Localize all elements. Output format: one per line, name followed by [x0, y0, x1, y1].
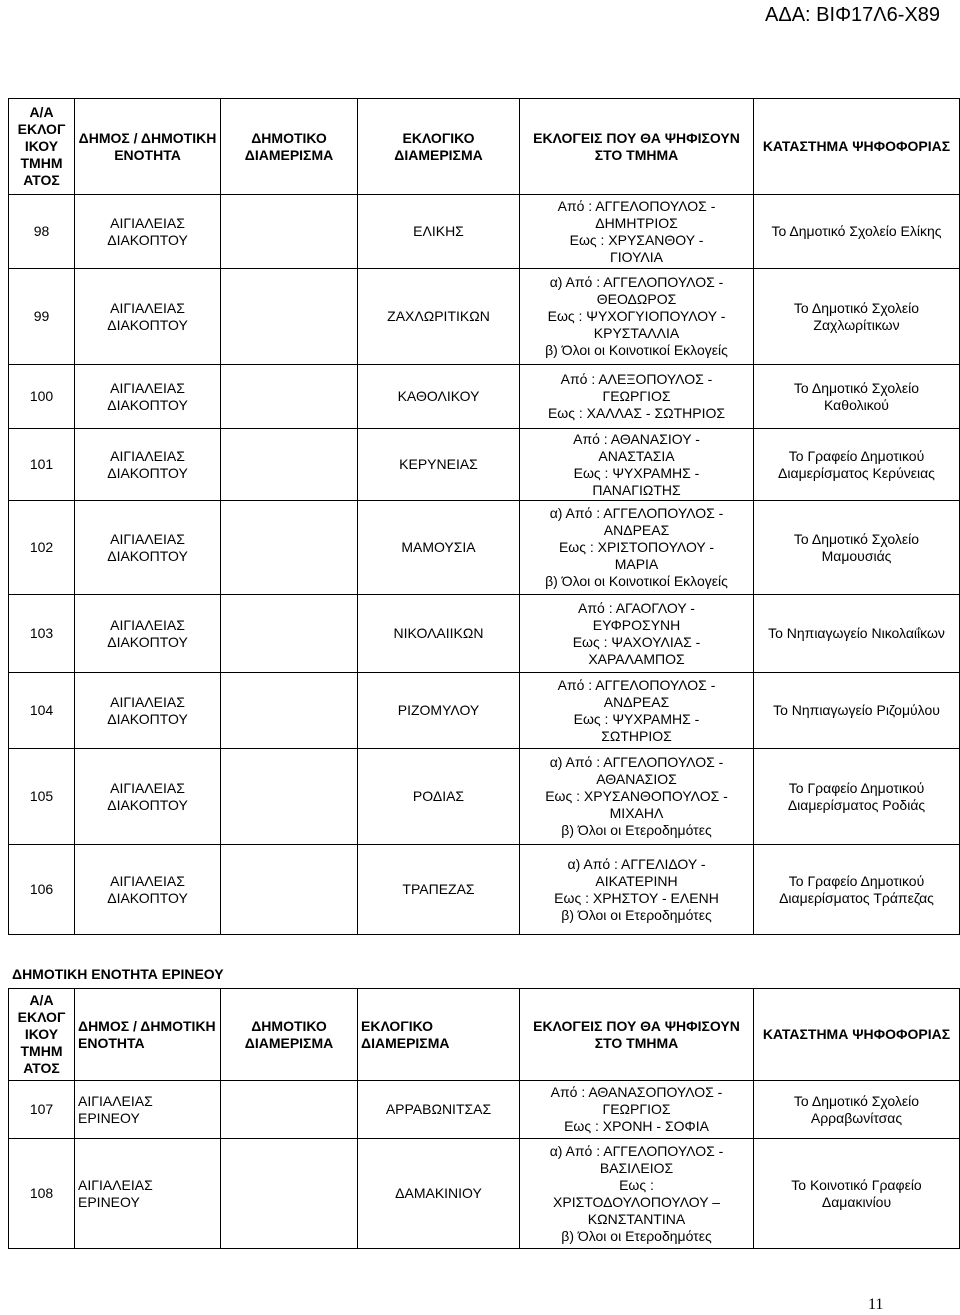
cell-dimotiko: [221, 595, 358, 673]
header-aa: Α/Α ΕΚΛΟΓ ΙΚΟΥ ΤΜΗΜ ΑΤΟΣ: [9, 989, 75, 1081]
table-row: [9, 845, 960, 935]
table-row: [9, 195, 960, 269]
cell-eklogiko: ΡΟΔΙΑΣ: [358, 749, 520, 845]
cell-ekloges: α) Από : ΑΓΓΕΛΟΠΟΥΛΟΣ - ΑΘΑΝΑΣΙΟΣ Εως : ΧΡΥΣΑΝΘΟΠΟΥΛΟΣ - ΜΙΧΑΗΛ β) Όλοι οι Ετεροδημότες: [520, 749, 754, 845]
cell-eklogiko: ΜΑΜΟΥΣΙΑ: [358, 501, 520, 595]
header-dimos: ΔΗΜΟΣ / ΔΗΜΟΤΙΚΗ ΕΝΟΤΗΤΑ: [75, 989, 221, 1081]
cell-eklogiko: ΚΕΡΥΝΕΙΑΣ: [358, 429, 520, 501]
table-row: [9, 673, 960, 749]
cell-ekloges: α) Από : ΑΓΓΕΛΟΠΟΥΛΟΣ - ΑΝΔΡΕΑΣ Εως : ΧΡΙΣΤΟΠΟΥΛΟΥ - ΜΑΡΙΑ β) Όλοι οι Κοινοτικοί Εκλογείς: [520, 501, 754, 595]
cell-katastima: Το Δημοτικό Σχολείο Μαμουσιάς: [754, 501, 960, 595]
header-dimotiko: ΔΗΜΟΤΙΚΟ ΔΙΑΜΕΡΙΣΜΑ: [221, 99, 358, 195]
header-ekloges: ΕΚΛΟΓΕΙΣ ΠΟΥ ΘΑ ΨΗΦΙΣΟΥΝ ΣΤΟ ΤΜΗΜΑ: [520, 989, 754, 1081]
cell-aa: 98: [9, 195, 75, 269]
table-row: [9, 269, 960, 365]
cell-eklogiko: ΖΑΧΛΩΡΙΤΙΚΩΝ: [358, 269, 520, 365]
cell-ekloges: α) Από : ΑΓΓΕΛΟΠΟΥΛΟΣ - ΒΑΣΙΛΕΙΟΣ Εως : ΧΡΙΣΤΟΔΟΥΛΟΠΟΥΛΟΥ – ΚΩΝΣΤΑΝΤΙΝΑ β) Όλοι οι Ετεροδημότες: [520, 1139, 754, 1249]
cell-dimos: ΑΙΓΙΑΛΕΙΑΣ ΕΡΙΝΕΟΥ: [75, 1139, 221, 1249]
cell-aa: 107: [9, 1081, 75, 1139]
cell-dimos: ΑΙΓΙΑΛΕΙΑΣ ΔΙΑΚΟΠΤΟΥ: [75, 673, 221, 749]
cell-dimotiko: [221, 1139, 358, 1249]
cell-katastima: Το Δημοτικό Σχολείο Καθολικού: [754, 365, 960, 429]
cell-katastima: Το Νηπιαγωγείο Νικολαιΐκων: [754, 595, 960, 673]
cell-dimos: ΑΙΓΙΑΛΕΙΑΣ ΔΙΑΚΟΠΤΟΥ: [75, 365, 221, 429]
cell-eklogiko: ΤΡΑΠΕΖΑΣ: [358, 845, 520, 935]
cell-ekloges: Από : ΑΓΑΟΓΛΟΥ - ΕΥΦΡΟΣΥΝΗ Εως : ΨΑΧΟΥΛΙΑΣ - ΧΑΡΑΛΑΜΠΟΣ: [520, 595, 754, 673]
header-ekloges: ΕΚΛΟΓΕΙΣ ΠΟΥ ΘΑ ΨΗΦΙΣΟΥΝ ΣΤΟ ΤΜΗΜΑ: [520, 99, 754, 195]
cell-katastima: Το Δημοτικό Σχολείο Ζαχλωρίτικων: [754, 269, 960, 365]
cell-katastima: Το Νηπιαγωγείο Ριζομύλου: [754, 673, 960, 749]
header-katastima: ΚΑΤΑΣΤΗΜΑ ΨΗΦΟΦΟΡΙΑΣ: [754, 989, 960, 1081]
table-row: [9, 501, 960, 595]
cell-ekloges: Από : ΑΘΑΝΑΣΙΟΥ - ΑΝΑΣΤΑΣΙΑ Εως : ΨΥΧΡΑΜΗΣ - ΠΑΝΑΓΙΩΤΗΣ: [520, 429, 754, 501]
cell-dimos: ΑΙΓΙΑΛΕΙΑΣ ΔΙΑΚΟΠΤΟΥ: [75, 845, 221, 935]
cell-ekloges: Από : ΑΓΓΕΛΟΠΟΥΛΟΣ - ΑΝΔΡΕΑΣ Εως : ΨΥΧΡΑΜΗΣ - ΣΩΤΗΡΙΟΣ: [520, 673, 754, 749]
cell-dimotiko: [221, 673, 358, 749]
cell-dimos: ΑΙΓΙΑΛΕΙΑΣ ΔΙΑΚΟΠΤΟΥ: [75, 501, 221, 595]
cell-ekloges: Από : ΑΛΕΞΟΠΟΥΛΟΣ - ΓΕΩΡΓΙΟΣ Εως : ΧΑΛΛΑΣ - ΣΩΤΗΡΙΟΣ: [520, 365, 754, 429]
cell-katastima: Το Γραφείο Δημοτικού Διαμερίσματος Τράπεζας: [754, 845, 960, 935]
section-title-erineou: ΔΗΜΟΤΙΚΗ ΕΝΟΤΗΤΑ ΕΡΙΝΕΟΥ: [12, 966, 224, 982]
header-eklogiko: ΕΚΛΟΓΙΚΟ ΔΙΑΜΕΡΙΣΜΑ: [358, 99, 520, 195]
cell-dimotiko: [221, 429, 358, 501]
cell-eklogiko: ΚΑΘΟΛΙΚΟΥ: [358, 365, 520, 429]
table-row: [9, 1081, 960, 1139]
ada-code: ΑΔΑ: ΒΙΦ17Λ6-Χ89: [765, 4, 940, 26]
cell-aa: 101: [9, 429, 75, 501]
header-aa: Α/Α ΕΚΛΟΓ ΙΚΟΥ ΤΜΗΜ ΑΤΟΣ: [9, 99, 75, 195]
cell-katastima: Το Γραφείο Δημοτικού Διαμερίσματος Ροδιάς: [754, 749, 960, 845]
cell-dimos: ΑΙΓΙΑΛΕΙΑΣ ΕΡΙΝΕΟΥ: [75, 1081, 221, 1139]
cell-eklogiko: ΕΛΙΚΗΣ: [358, 195, 520, 269]
cell-aa: 104: [9, 673, 75, 749]
cell-dimos: ΑΙΓΙΑΛΕΙΑΣ ΔΙΑΚΟΠΤΟΥ: [75, 749, 221, 845]
cell-katastima: Το Δημοτικό Σχολείο Αρραβωνίτσας: [754, 1081, 960, 1139]
cell-aa: 108: [9, 1139, 75, 1249]
cell-dimotiko: [221, 195, 358, 269]
polling-stations-table: [8, 98, 960, 935]
cell-aa: 102: [9, 501, 75, 595]
cell-dimotiko: [221, 501, 358, 595]
cell-eklogiko: ΔΑΜΑΚΙΝΙΟΥ: [358, 1139, 520, 1249]
table-row: [9, 429, 960, 501]
header-dimos: ΔΗΜΟΣ / ΔΗΜΟΤΙΚΗ ΕΝΟΤΗΤΑ: [75, 99, 221, 195]
header-dimotiko: ΔΗΜΟΤΙΚΟ ΔΙΑΜΕΡΙΣΜΑ: [221, 989, 358, 1081]
cell-eklogiko: ΡΙΖΟΜΥΛΟΥ: [358, 673, 520, 749]
polling-stations-table-erineou: [8, 988, 960, 1249]
cell-ekloges: Από : ΑΘΑΝΑΣΟΠΟΥΛΟΣ - ΓΕΩΡΓΙΟΣ Εως : ΧΡΟΝΗ - ΣΟΦΙΑ: [520, 1081, 754, 1139]
header-katastima: ΚΑΤΑΣΤΗΜΑ ΨΗΦΟΦΟΡΙΑΣ: [754, 99, 960, 195]
cell-aa: 99: [9, 269, 75, 365]
table-header-row: [9, 99, 960, 195]
table-header-row: [9, 989, 960, 1081]
cell-aa: 100: [9, 365, 75, 429]
cell-dimotiko: [221, 749, 358, 845]
cell-dimotiko: [221, 845, 358, 935]
cell-aa: 105: [9, 749, 75, 845]
cell-dimos: ΑΙΓΙΑΛΕΙΑΣ ΔΙΑΚΟΠΤΟΥ: [75, 195, 221, 269]
cell-aa: 106: [9, 845, 75, 935]
cell-katastima: Το Δημοτικό Σχολείο Ελίκης: [754, 195, 960, 269]
cell-ekloges: Από : ΑΓΓΕΛΟΠΟΥΛΟΣ - ΔΗΜΗΤΡΙΟΣ Εως : ΧΡΥΣΑΝΘΟΥ - ΓΙΟΥΛΙΑ: [520, 195, 754, 269]
cell-dimos: ΑΙΓΙΑΛΕΙΑΣ ΔΙΑΚΟΠΤΟΥ: [75, 595, 221, 673]
table-row: [9, 365, 960, 429]
cell-aa: 103: [9, 595, 75, 673]
cell-dimos: ΑΙΓΙΑΛΕΙΑΣ ΔΙΑΚΟΠΤΟΥ: [75, 429, 221, 501]
cell-dimotiko: [221, 269, 358, 365]
header-eklogiko: ΕΚΛΟΓΙΚΟ ΔΙΑΜΕΡΙΣΜΑ: [358, 989, 520, 1081]
cell-dimotiko: [221, 365, 358, 429]
cell-katastima: Το Γραφείο Δημοτικού Διαμερίσματος Κερύνειας: [754, 429, 960, 501]
cell-eklogiko: ΝΙΚΟΛΑΙΙΚΩΝ: [358, 595, 520, 673]
cell-ekloges: α) Από : ΑΓΓΕΛΙΔΟΥ - ΑΙΚΑΤΕΡΙΝΗ Εως : ΧΡΗΣΤΟΥ - ΕΛΕΝΗ β) Όλοι οι Ετεροδημότες: [520, 845, 754, 935]
cell-dimos: ΑΙΓΙΑΛΕΙΑΣ ΔΙΑΚΟΠΤΟΥ: [75, 269, 221, 365]
cell-ekloges: α) Από : ΑΓΓΕΛΟΠΟΥΛΟΣ - ΘΕΟΔΩΡΟΣ Εως : ΨΥΧΟΓΥΙΟΠΟΥΛΟΥ - ΚΡΥΣΤΑΛΛΙΑ β) Όλοι οι Κοινοτικοί Εκλογείς: [520, 269, 754, 365]
cell-eklogiko: ΑΡΡΑΒΩΝΙΤΣΑΣ: [358, 1081, 520, 1139]
page-number: 11: [868, 1296, 884, 1313]
cell-dimotiko: [221, 1081, 358, 1139]
cell-katastima: Το Κοινοτικό Γραφείο Δαμακινίου: [754, 1139, 960, 1249]
table-row: [9, 749, 960, 845]
table-row: [9, 595, 960, 673]
table-row: [9, 1139, 960, 1249]
